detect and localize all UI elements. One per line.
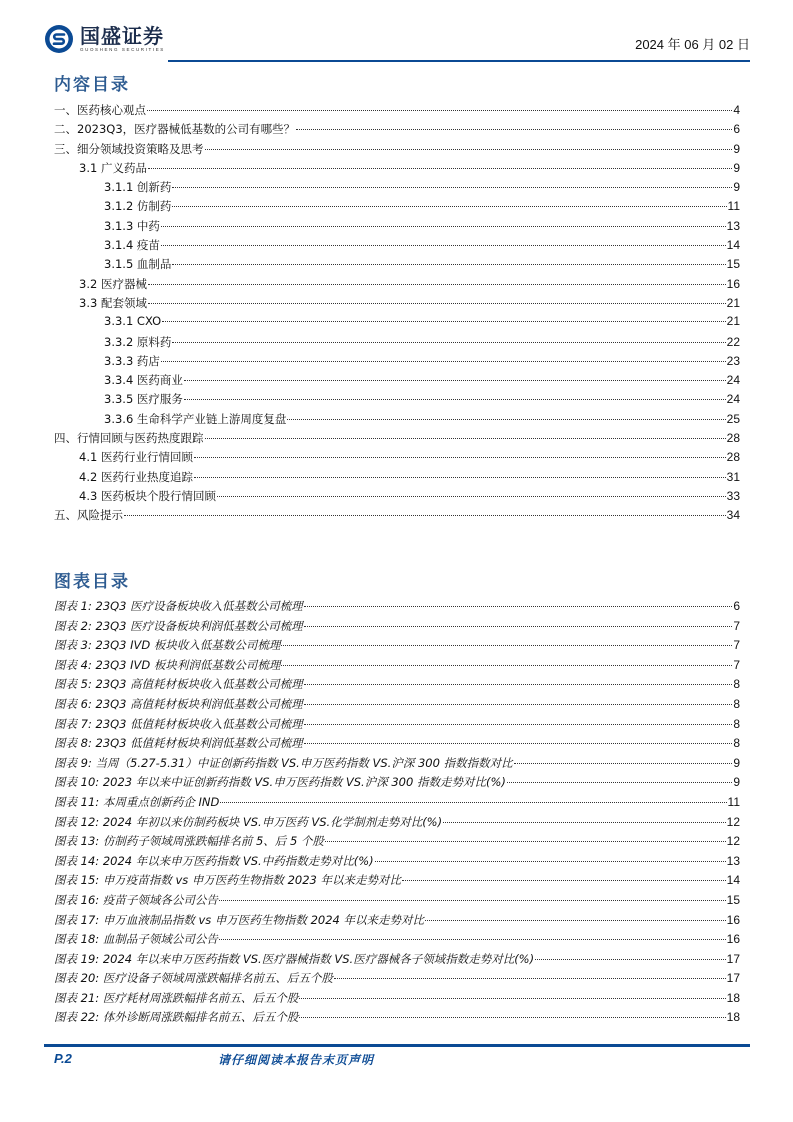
figure-entry-label: 图表 20: 医疗设备子领域周涨跌幅排名前五、后五个股 xyxy=(54,971,333,986)
toc-entry[interactable] xyxy=(54,449,740,468)
figure-entry[interactable] xyxy=(54,735,740,755)
toc-entry-page: 31 xyxy=(726,469,740,484)
figure-entry-label: 图表 9: 当周（5.27-5.31）中证创新药指数 VS.申万医药指数 VS.沪深 300 指数指数对比 xyxy=(54,755,513,770)
figure-entry-page: 11 xyxy=(727,794,740,809)
dot-leader xyxy=(184,379,726,381)
toc-entry-page: 28 xyxy=(726,431,740,446)
figure-entry-page: 9 xyxy=(733,755,740,770)
figure-entry[interactable] xyxy=(54,951,740,971)
figure-entry-page: 8 xyxy=(733,736,740,751)
dot-leader xyxy=(205,437,726,439)
figure-entry-page: 14 xyxy=(726,873,740,888)
figure-entry-page: 7 xyxy=(733,657,740,672)
figure-entry-label: 图表 22: 体外诊断周涨跌幅排名前五、后五个股 xyxy=(54,1010,299,1025)
dot-leader xyxy=(161,225,726,227)
toc-entry-page: 9 xyxy=(733,160,740,175)
figure-entry-page: 7 xyxy=(733,618,740,633)
toc-entry-page: 16 xyxy=(726,276,740,291)
figure-entry-label: 图表 15: 申万疫苗指数 vs 申万医药生物指数 2023 年以来走势对比 xyxy=(54,873,402,888)
toc-entry[interactable] xyxy=(54,141,740,160)
figure-entry-label: 图表 12: 2024 年初以来仿制药板块 VS.申万医药 VS.化学制剂走势对比(%) xyxy=(54,814,443,829)
toc-entry-page: 23 xyxy=(726,353,740,368)
dot-leader xyxy=(334,977,726,979)
toc-entry[interactable] xyxy=(54,488,740,507)
dot-leader xyxy=(507,781,732,783)
toc-entry-label: 3.1 广义药品 xyxy=(79,160,147,175)
dot-leader xyxy=(375,860,726,862)
toc-entry-label: 3.3.3 药店 xyxy=(104,353,160,368)
toc-entry-label: 3.3.6 生命科学产业链上游周度复盘 xyxy=(104,411,287,426)
toc-entry-page: 13 xyxy=(726,218,740,233)
figure-entry-page: 8 xyxy=(733,716,740,731)
toc-entry-page: 25 xyxy=(726,411,740,426)
dot-leader xyxy=(148,302,726,304)
header-divider xyxy=(168,60,750,62)
toc-entry[interactable] xyxy=(54,256,740,275)
dot-leader xyxy=(147,109,732,111)
toc-entry-label: 3.3.1 CXO xyxy=(104,314,162,329)
toc-entry[interactable] xyxy=(54,179,740,198)
toc-entry-label: 3.3.5 医疗服务 xyxy=(104,392,183,407)
toc-entry[interactable] xyxy=(54,295,740,314)
dot-leader xyxy=(220,801,726,803)
dot-leader xyxy=(304,742,733,744)
dot-leader xyxy=(205,148,733,150)
figure-entry[interactable] xyxy=(54,853,740,873)
toc-entry[interactable] xyxy=(54,430,740,449)
figure-entry-page: 17 xyxy=(726,951,740,966)
toc-entry-label: 3.3.4 医药商业 xyxy=(104,373,183,388)
figure-entry-label: 图表 4: 23Q3 IVD 板块利润低基数公司梳理 xyxy=(54,657,281,672)
company-logo xyxy=(44,24,165,54)
table-of-contents xyxy=(54,102,740,527)
figure-entry-page: 9 xyxy=(733,775,740,790)
toc-entry-label: 3.3 配套领域 xyxy=(79,295,147,310)
figure-entry[interactable] xyxy=(54,637,740,657)
guosheng-logo-icon xyxy=(44,24,74,54)
toc-entry[interactable] xyxy=(54,353,740,372)
figure-entry-label: 图表 3: 23Q3 IVD 板块收入低基数公司梳理 xyxy=(54,638,281,653)
figure-entry-label: 图表 19: 2024 年以来申万医药指数 VS.医疗器械指数 VS.医疗器械各子领域指数走势对比(%) xyxy=(54,951,535,966)
toc-entry-page: 24 xyxy=(726,373,740,388)
toc-entry-label: 二、2023Q3，医疗器械低基数的公司有哪些？ xyxy=(54,122,296,137)
dot-leader xyxy=(172,263,725,265)
figure-entry[interactable] xyxy=(54,676,740,696)
figure-entry-label: 图表 11: 本周重点创新药企 IND xyxy=(54,794,220,809)
toc-entry-page: 11 xyxy=(727,199,740,214)
toc-entry[interactable] xyxy=(54,102,740,121)
toc-entry[interactable] xyxy=(54,160,740,179)
dot-leader xyxy=(514,762,733,764)
toc-entry-label: 三、细分领域投资策略及思考 xyxy=(54,141,204,156)
toc-entry[interactable] xyxy=(54,198,740,217)
dot-leader xyxy=(281,644,732,646)
toc-entry-page: 9 xyxy=(733,180,740,195)
figure-entry-label: 图表 14: 2024 年以来申万医药指数 VS.中药指数走势对比(%) xyxy=(54,853,374,868)
figure-entry-page: 17 xyxy=(726,971,740,986)
figure-entry[interactable] xyxy=(54,814,740,834)
figure-entry-label: 图表 6: 23Q3 高值耗材板块利润低基数公司梳理 xyxy=(54,696,303,711)
toc-entry-page: 6 xyxy=(733,122,740,137)
logo-english-name: GUOSHENG SECURITIES xyxy=(80,47,165,52)
toc-entry[interactable] xyxy=(54,507,740,526)
toc-entry-label: 3.1.3 中药 xyxy=(104,218,160,233)
figure-entry-page: 13 xyxy=(726,853,740,868)
dot-leader xyxy=(148,283,726,285)
figure-entry-page: 16 xyxy=(726,912,740,927)
toc-entry[interactable] xyxy=(54,276,740,295)
dot-leader xyxy=(219,938,726,940)
toc-entry-page: 21 xyxy=(726,295,740,310)
footer-divider xyxy=(44,1044,750,1047)
figure-entry[interactable] xyxy=(54,872,740,892)
figures-title: 图表目录 xyxy=(54,572,130,592)
toc-entry[interactable] xyxy=(54,469,740,488)
dot-leader xyxy=(299,1016,725,1018)
toc-entry-page: 14 xyxy=(726,238,740,253)
dot-leader xyxy=(172,186,732,188)
toc-entry-page: 34 xyxy=(726,508,740,523)
figure-entry[interactable] xyxy=(54,833,740,853)
toc-entry-label: 一、医药核心观点 xyxy=(54,103,146,117)
logo-chinese-name: 国盛证券 xyxy=(80,24,164,48)
toc-entry-label: 四、行情回顾与医药热度跟踪 xyxy=(54,431,204,446)
dot-leader xyxy=(304,625,733,627)
toc-entry-label: 4.1 医药行业行情回顾 xyxy=(79,450,193,465)
figure-entry-page: 18 xyxy=(726,990,740,1005)
list-of-figures xyxy=(54,598,740,1029)
dot-leader xyxy=(287,418,725,420)
toc-entry[interactable] xyxy=(54,237,740,256)
figure-entry-label: 图表 16: 疫苗子领域各公司公告 xyxy=(54,892,218,907)
dot-leader xyxy=(296,128,732,130)
figure-entry-label: 图表 10: 2023 年以来中证创新药指数 VS.申万医药指数 VS.沪深 300 指数走势对比(%) xyxy=(54,775,506,790)
dot-leader xyxy=(425,919,726,921)
dot-leader xyxy=(217,495,726,497)
disclaimer-note: 请仔细阅读本报告末页声明 xyxy=(218,1053,375,1067)
figure-entry[interactable] xyxy=(54,970,740,990)
figure-entry-label: 图表 21: 医疗耗材周涨跌幅排名前五、后五个股 xyxy=(54,990,299,1005)
dot-leader xyxy=(124,514,726,516)
dot-leader xyxy=(194,476,726,478)
toc-entry-page: 15 xyxy=(726,257,740,272)
dot-leader xyxy=(299,997,725,999)
toc-entry-page: 28 xyxy=(726,450,740,465)
dot-leader xyxy=(161,360,726,362)
dot-leader xyxy=(325,840,726,842)
figure-entry-label: 图表 7: 23Q3 低值耗材板块收入低基数公司梳理 xyxy=(54,716,303,731)
figure-entry[interactable] xyxy=(54,696,740,716)
toc-entry-label: 4.2 医药行业热度追踪 xyxy=(79,469,193,484)
toc-entry-label: 3.1.4 疫苗 xyxy=(104,238,160,253)
toc-entry-label: 3.1.5 血制品 xyxy=(104,257,172,272)
toc-entry-page: 24 xyxy=(726,392,740,407)
dot-leader xyxy=(172,341,725,343)
figure-entry[interactable] xyxy=(54,618,740,638)
figure-entry-page: 8 xyxy=(733,677,740,692)
dot-leader xyxy=(402,879,726,881)
figure-entry-label: 图表 2: 23Q3 医疗设备板块利润低基数公司梳理 xyxy=(54,618,303,633)
toc-entry[interactable] xyxy=(54,411,740,430)
dot-leader xyxy=(162,320,726,322)
dot-leader xyxy=(304,723,733,725)
figure-entry[interactable] xyxy=(54,755,740,775)
dot-leader xyxy=(304,703,733,705)
toc-entry[interactable] xyxy=(54,314,740,333)
dot-leader xyxy=(161,244,726,246)
toc-entry-label: 3.2 医疗器械 xyxy=(79,276,147,291)
figure-entry[interactable] xyxy=(54,598,740,618)
figure-entry[interactable] xyxy=(54,716,740,736)
toc-entry-label: 3.1.2 仿制药 xyxy=(104,199,172,214)
figure-entry-page: 6 xyxy=(733,599,740,613)
toc-entry[interactable] xyxy=(54,372,740,391)
dot-leader xyxy=(148,167,732,169)
figure-entry[interactable] xyxy=(54,1009,740,1029)
toc-entry[interactable] xyxy=(54,391,740,410)
figure-entry[interactable] xyxy=(54,657,740,677)
figure-entry-page: 8 xyxy=(733,696,740,711)
figure-entry[interactable] xyxy=(54,990,740,1010)
dot-leader xyxy=(172,205,726,207)
toc-entry[interactable] xyxy=(54,218,740,237)
toc-entry[interactable] xyxy=(54,334,740,353)
figure-entry[interactable] xyxy=(54,774,740,794)
figure-entry-label: 图表 1: 23Q3 医疗设备板块收入低基数公司梳理 xyxy=(54,599,303,613)
report-date: 2024 年 06 月 02 日 xyxy=(635,37,750,52)
figure-entry-label: 图表 17: 申万血液制品指数 vs 申万医药生物指数 2024 年以来走势对比 xyxy=(54,912,425,927)
figure-entry-page: 7 xyxy=(733,638,740,653)
figure-entry[interactable] xyxy=(54,912,740,932)
toc-entry-page: 9 xyxy=(733,141,740,156)
page-number: P.2 xyxy=(54,1051,72,1066)
dot-leader xyxy=(443,821,726,823)
toc-entry[interactable] xyxy=(54,121,740,140)
toc-entry-page: 21 xyxy=(726,314,740,329)
figure-entry-label: 图表 8: 23Q3 低值耗材板块利润低基数公司梳理 xyxy=(54,736,303,751)
toc-entry-page: 33 xyxy=(726,488,740,503)
figure-entry[interactable] xyxy=(54,892,740,912)
toc-entry-page: 4 xyxy=(733,103,740,117)
dot-leader xyxy=(304,683,733,685)
figure-entry-page: 12 xyxy=(726,814,740,829)
toc-entry-label: 五、风险提示 xyxy=(54,508,123,523)
toc-title: 内容目录 xyxy=(54,75,130,95)
toc-entry-label: 4.3 医药板块个股行情回顾 xyxy=(79,488,216,503)
page-header xyxy=(44,22,750,62)
figure-entry-page: 12 xyxy=(726,834,740,849)
toc-entry-page: 22 xyxy=(726,334,740,349)
dot-leader xyxy=(219,899,726,901)
dot-leader xyxy=(535,958,726,960)
figure-entry[interactable] xyxy=(54,794,740,814)
figure-entry-label: 图表 13: 仿制药子领域周涨跌幅排名前 5、后 5 个股 xyxy=(54,834,324,849)
figure-entry-page: 15 xyxy=(726,892,740,907)
dot-leader xyxy=(184,398,726,400)
figure-entry-label: 图表 5: 23Q3 高值耗材板块收入低基数公司梳理 xyxy=(54,677,303,692)
dot-leader xyxy=(304,605,733,607)
figure-entry-page: 18 xyxy=(726,1010,740,1025)
figure-entry-label: 图表 18: 血制品子领域公司公告 xyxy=(54,932,218,947)
dot-leader xyxy=(281,664,732,666)
figure-entry-page: 16 xyxy=(726,932,740,947)
toc-entry-label: 3.1.1 创新药 xyxy=(104,180,172,195)
toc-entry-label: 3.3.2 原料药 xyxy=(104,334,172,349)
figure-entry[interactable] xyxy=(54,931,740,951)
dot-leader xyxy=(194,456,726,458)
